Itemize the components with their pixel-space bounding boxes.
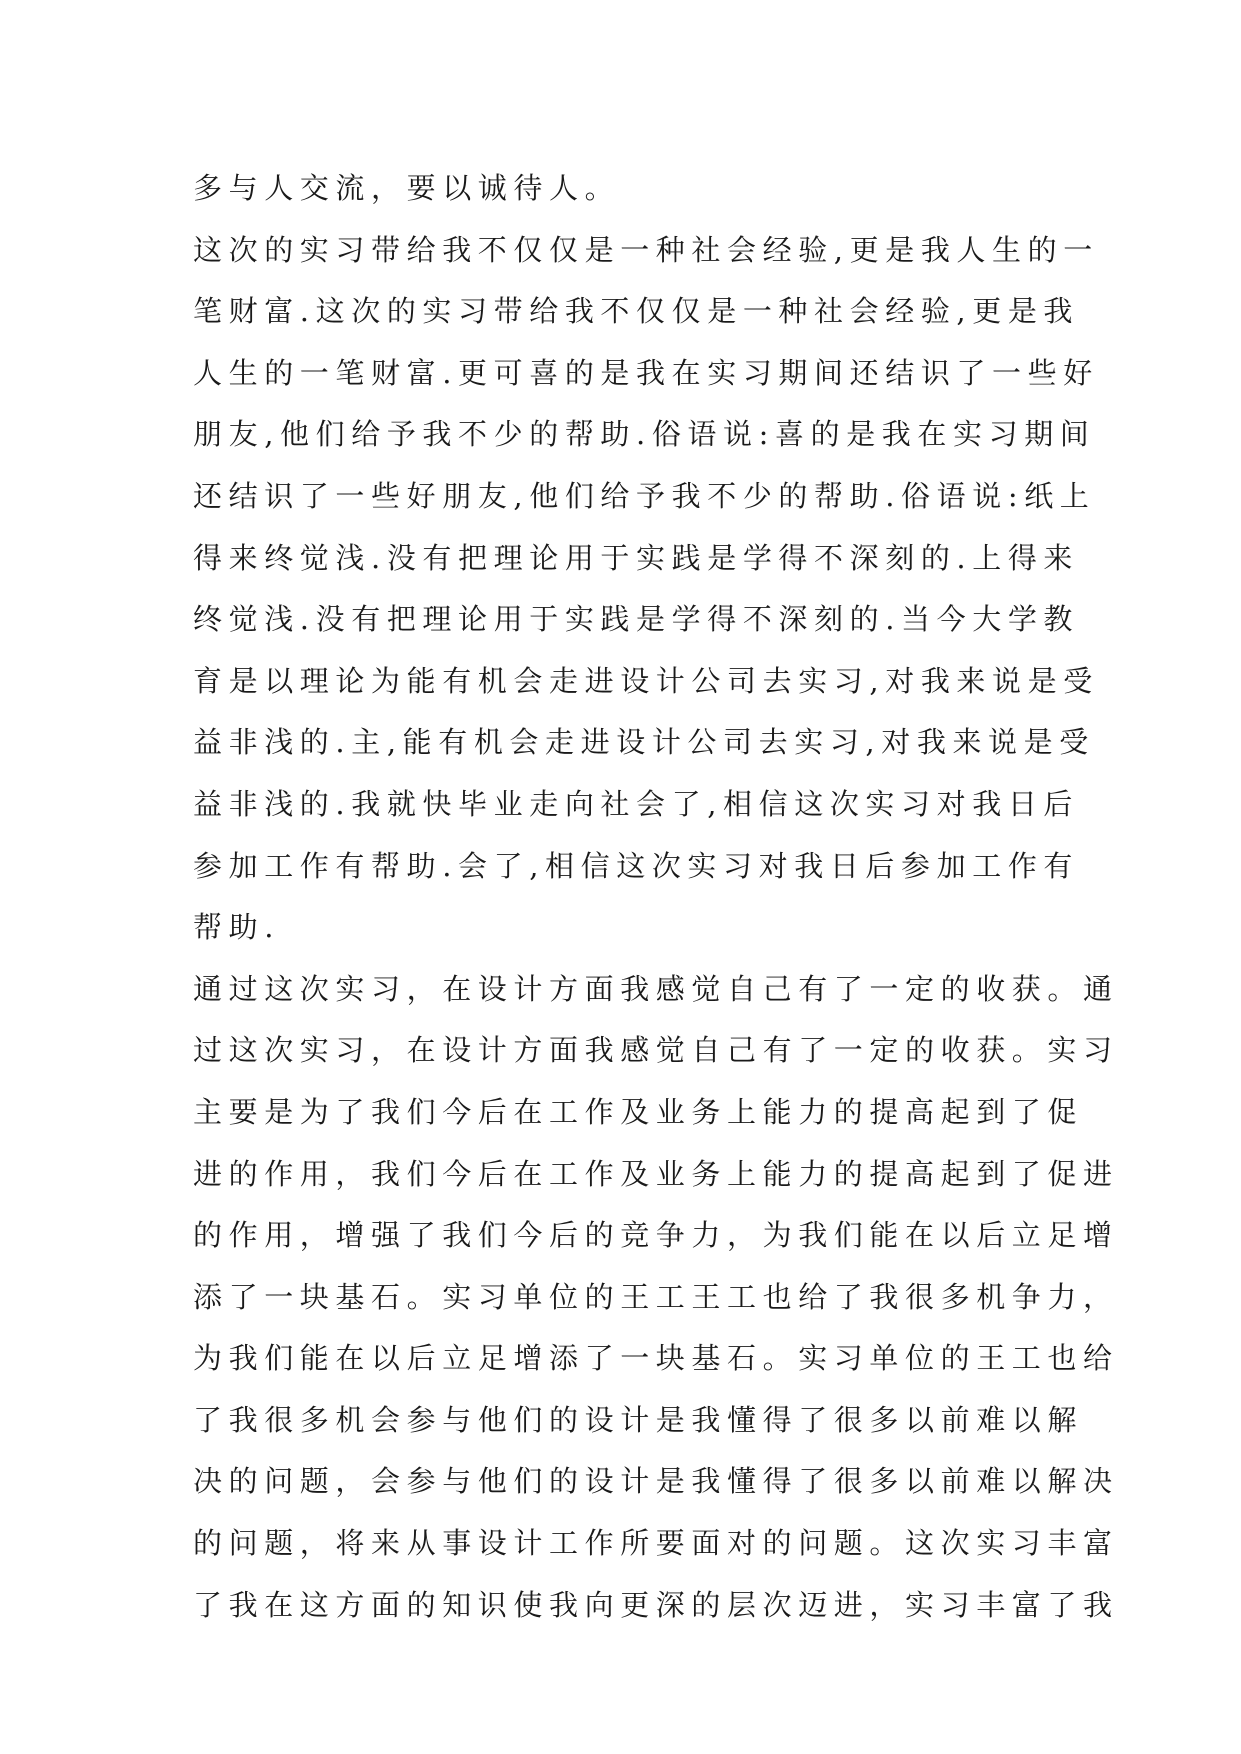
text-line: 添了一块基石。实习单位的王工王工也给了我很多机争力，: [193, 1279, 1119, 1314]
text-line: 人生的一笔财富.更可喜的是我在实习期间还结识了一些好: [193, 355, 1099, 390]
text-line: 得来终觉浅.没有把理论用于实践是学得不深刻的.上得来: [193, 540, 1080, 575]
text-line: 益非浅的.我就快毕业走向社会了,相信这次实习对我日后: [193, 786, 1080, 821]
text-line: 了我在这方面的知识使我向更深的层次迈进，实习丰富了我: [193, 1587, 1119, 1622]
text-line: 进的作用，我们今后在工作及业务上能力的提高起到了促进: [193, 1156, 1119, 1191]
text-line: 这次的实习带给我不仅仅是一种社会经验,更是我人生的一: [193, 232, 1099, 267]
text-line: 的作用，增强了我们今后的竞争力，为我们能在以后立足增: [193, 1218, 1119, 1253]
text-line: 还结识了一些好朋友,他们给予我不少的帮助.俗语说:纸上: [193, 478, 1096, 513]
text-line: 参加工作有帮助.会了,相信这次实习对我日后参加工作有: [193, 848, 1080, 883]
text-line: 的问题，将来从事设计工作所要面对的问题。这次实习丰富: [193, 1526, 1119, 1561]
text-line: 朋友,他们给予我不少的帮助.俗语说:喜的是我在实习期间: [193, 417, 1096, 452]
text-line: 益非浅的.主,能有机会走进设计公司去实习,对我来说是受: [193, 725, 1095, 760]
text-line: 帮助.: [193, 910, 281, 945]
text-line: 笔财富.这次的实习带给我不仅仅是一种社会经验,更是我: [193, 294, 1080, 329]
text-line: 通过这次实习，在设计方面我感觉自己有了一定的收获。通: [193, 971, 1119, 1006]
text-line: 多与人交流，要以诚待人。: [193, 171, 621, 205]
text-line: 了我很多机会参与他们的设计是我懂得了很多以前难以解: [193, 1402, 1084, 1437]
text-line: 决的问题，会参与他们的设计是我懂得了很多以前难以解决: [193, 1464, 1119, 1499]
text-line: 终觉浅.没有把理论用于实践是学得不深刻的.当今大学教: [193, 602, 1080, 637]
text-line: 过这次实习，在设计方面我感觉自己有了一定的收获。实习: [193, 1033, 1119, 1068]
body-text: [193, 158, 1119, 1636]
text-line: 育是以理论为能有机会走进设计公司去实习,对我来说是受: [193, 663, 1099, 698]
text-line: 为我们能在以后立足增添了一块基石。实习单位的王工也给: [193, 1341, 1119, 1376]
text-line: 主要是为了我们今后在工作及业务上能力的提高起到了促: [193, 1094, 1084, 1129]
